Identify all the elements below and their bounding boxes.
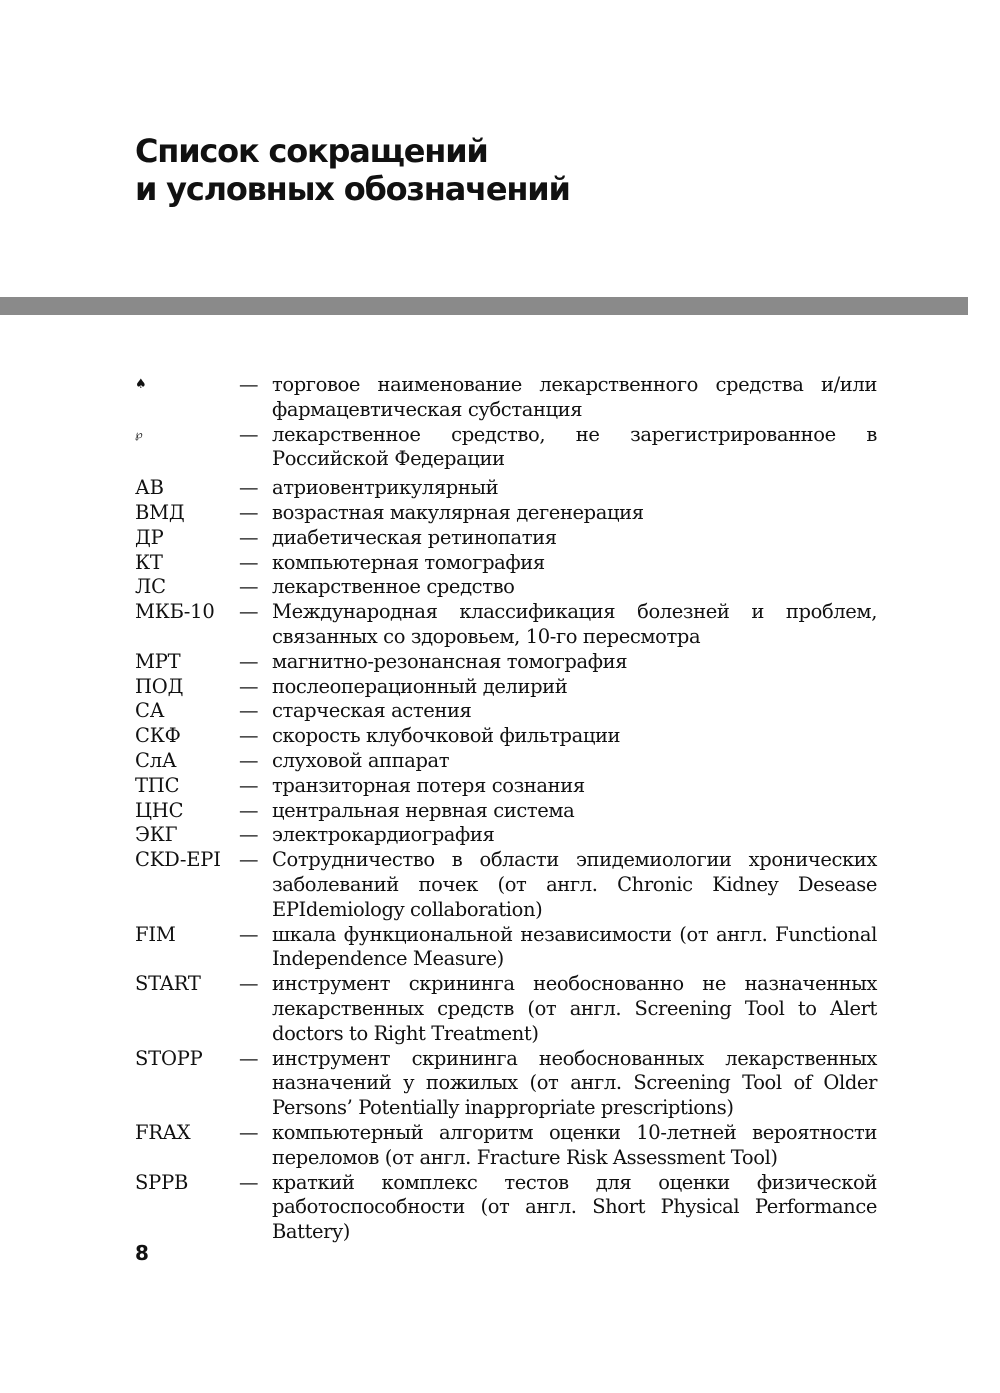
abbreviation-row	[135, 600, 877, 650]
abbreviation-row-trade-name	[135, 373, 877, 423]
abbreviation-row	[135, 799, 877, 824]
page-title-line-2: и условных обозначений	[135, 170, 570, 208]
weierstrass-p-icon: ℘	[135, 427, 143, 441]
abbreviation-row	[135, 699, 877, 724]
abbreviation-definition: транзиторная потеря сознания	[272, 773, 585, 797]
abbreviation-definition: скорость клубочковой фильтрации	[272, 724, 621, 748]
abbreviation-row	[135, 501, 877, 526]
em-dash: —	[239, 823, 259, 847]
abbreviation-row-unregistered	[135, 423, 877, 473]
em-dash: —	[239, 1120, 259, 1144]
abbreviation-term: СлА	[135, 748, 177, 772]
abbreviation-term: АВ	[135, 476, 164, 500]
abbreviation-row	[135, 972, 877, 1046]
abbreviation-definition: лекарственное средство, не зарегистрированное в Российской Федерации	[272, 422, 877, 471]
em-dash: —	[239, 798, 259, 822]
abbreviation-term	[135, 423, 239, 448]
em-dash: —	[239, 525, 259, 549]
section-divider-bar	[0, 297, 968, 315]
abbreviation-definition: компьютерная томография	[272, 550, 545, 574]
abbreviation-row	[135, 774, 877, 799]
abbreviation-definition: слуховой аппарат	[272, 748, 450, 772]
abbreviation-term: START	[135, 972, 201, 996]
em-dash: —	[239, 699, 259, 723]
spade-icon: ♠	[135, 377, 147, 392]
abbreviation-row	[135, 823, 877, 848]
abbreviation-term: ДР	[135, 525, 164, 549]
abbreviation-row	[135, 749, 877, 774]
em-dash: —	[239, 1046, 259, 1070]
abbreviation-term: ЭКГ	[135, 823, 178, 847]
abbreviation-definition: компьютерный алгоритм оценки 10-летней вероятности переломов (от англ. Fracture Risk Assessment Tool)	[272, 1120, 877, 1169]
em-dash: —	[239, 422, 259, 446]
abbreviation-row	[135, 848, 877, 922]
abbreviation-term	[135, 373, 239, 398]
em-dash: —	[239, 550, 259, 574]
abbreviation-row	[135, 923, 877, 973]
abbreviation-row	[135, 724, 877, 749]
abbreviation-list	[135, 373, 877, 1245]
abbreviation-row	[135, 476, 877, 501]
abbreviation-definition: Сотрудничество в области эпидемиологии хронических заболеваний почек (от англ. Chronic Kidney Desease EPIdemiology collaboration)	[272, 848, 877, 921]
abbreviation-term: КТ	[135, 550, 163, 574]
abbreviation-definition: центральная нервная система	[272, 798, 575, 822]
em-dash: —	[239, 1170, 259, 1194]
em-dash: —	[239, 649, 259, 673]
abbreviation-definition: диабетическая ретинопатия	[272, 525, 557, 549]
em-dash: —	[239, 575, 259, 599]
abbreviation-definition: атриовентрикулярный	[272, 476, 499, 500]
em-dash: —	[239, 748, 259, 772]
abbreviation-row	[135, 675, 877, 700]
em-dash: —	[239, 724, 259, 748]
abbreviation-row	[135, 1121, 877, 1171]
abbreviation-definition: инструмент скрининга необоснованных лекарственных назначений у пожилых (от англ. Screening Tool of Older Persons’ Potentially inappropriate prescriptions)	[272, 1046, 877, 1120]
em-dash: —	[239, 674, 259, 698]
abbreviation-definition: электрокардиография	[272, 823, 495, 847]
abbreviation-definition: лекарственное средство	[272, 575, 515, 599]
abbreviation-term: МКБ-10	[135, 600, 215, 624]
page-title-line-1: Список сокращений	[135, 132, 488, 170]
abbreviation-term: ТПС	[135, 773, 180, 797]
abbreviation-term: ВМД	[135, 500, 185, 524]
abbreviation-definition: инструмент скрининга необоснованно не назначенных лекарственных средств (от англ. Screening Tool to Alert doctors to Right Treatment)	[272, 972, 877, 1045]
abbreviation-definition: краткий комплекс тестов для оценки физической работоспособности (от англ. Short Physical Performance Battery)	[272, 1170, 877, 1244]
abbreviation-row	[135, 1171, 877, 1245]
abbreviation-term: CKD-EPI	[135, 848, 221, 872]
abbreviation-term: ЦНС	[135, 798, 184, 822]
em-dash: —	[239, 773, 259, 797]
abbreviation-definition: шкала функциональной независимости (от англ. Functional Independence Measure)	[272, 922, 877, 971]
abbreviation-term: STOPP	[135, 1046, 203, 1070]
em-dash: —	[239, 500, 259, 524]
abbreviation-row	[135, 1047, 877, 1121]
abbreviation-term: FRAX	[135, 1120, 191, 1144]
abbreviation-term: ЛС	[135, 575, 166, 599]
abbreviation-definition: магнитно-резонансная томография	[272, 649, 628, 673]
em-dash: —	[239, 922, 259, 946]
em-dash: —	[239, 600, 259, 624]
abbreviation-term: МРТ	[135, 649, 181, 673]
abbreviation-term: SPPB	[135, 1170, 189, 1194]
page-number: 8	[135, 1241, 149, 1265]
em-dash: —	[239, 373, 259, 396]
abbreviation-definition: старческая астения	[272, 699, 472, 723]
abbreviation-definition: Международная классификация болезней и проблем, связанных со здоровьем, 10-го пересмотра	[272, 600, 877, 648]
em-dash: —	[239, 476, 259, 500]
abbreviation-term: FIM	[135, 922, 176, 946]
page-title	[135, 132, 570, 208]
abbreviation-term: ПОД	[135, 674, 184, 698]
abbreviation-row	[135, 575, 877, 600]
em-dash: —	[239, 972, 259, 996]
abbreviation-term: СКФ	[135, 724, 181, 748]
abbreviation-row	[135, 650, 877, 675]
abbreviation-row	[135, 526, 877, 551]
abbreviation-row	[135, 551, 877, 576]
abbreviation-definition: возрастная макулярная дегенерация	[272, 500, 644, 524]
em-dash: —	[239, 848, 259, 872]
abbreviation-term: СА	[135, 699, 165, 723]
abbreviation-definition: торговое наименование лекарственного средства и/или фармацевтическая субстанция	[272, 373, 877, 421]
abbreviation-definition: послеоперационный делирий	[272, 674, 568, 698]
